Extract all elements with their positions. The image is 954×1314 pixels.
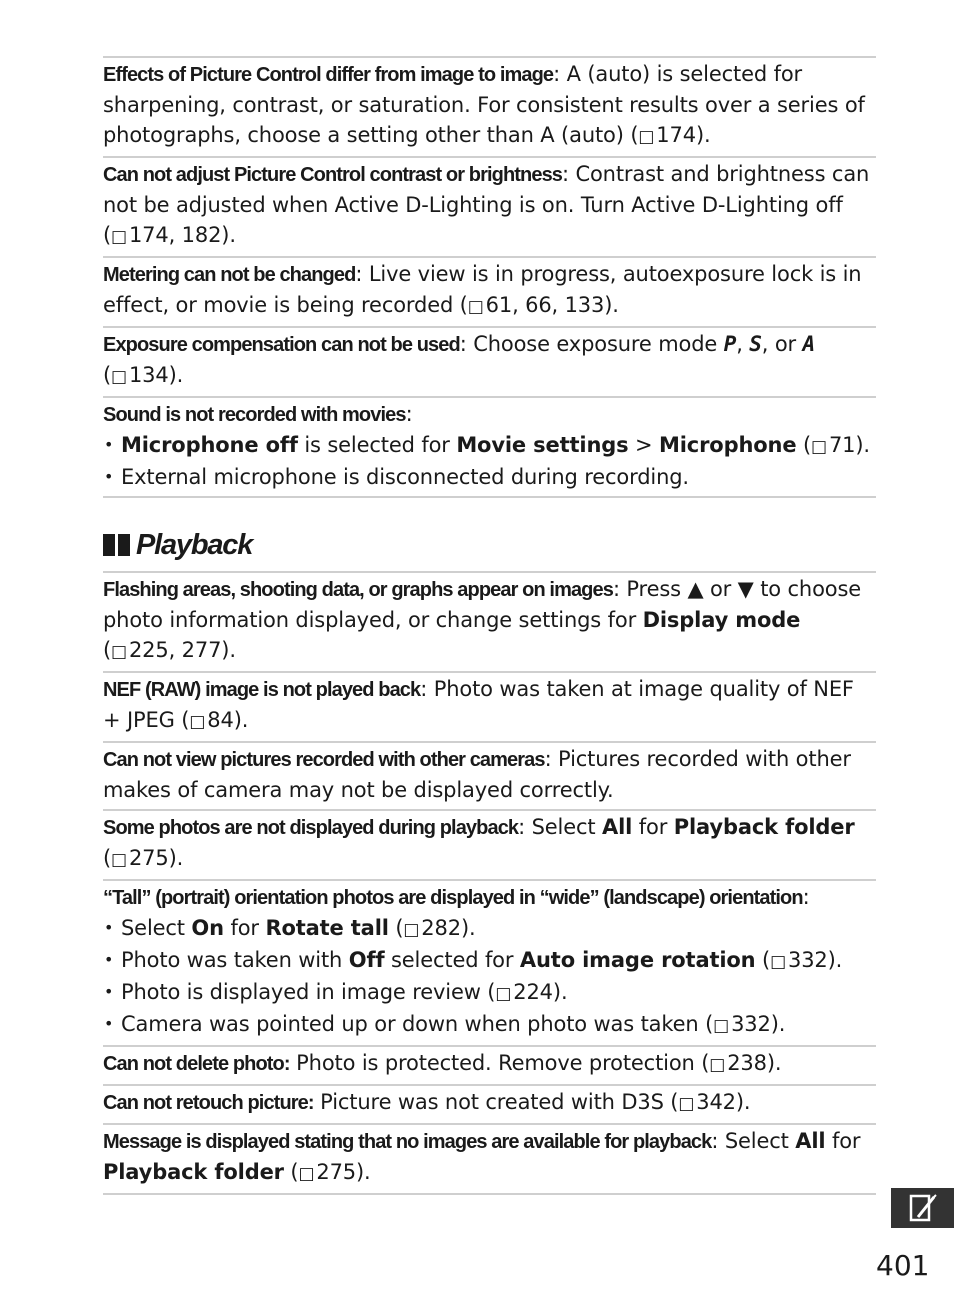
bullet-list: [103, 430, 876, 492]
entry-other-cameras: Can not view pictures recorded with other cameras: Pictures recorded with other makes of camera may not be displayed correctly.: [103, 741, 876, 809]
entry-tall-orientation: “Tall” (portrait) orientation photos are displayed in “wide” (landscape) orientation: • Select On for Rotate tall (□ 282). • Photo was taken with Off selected for Auto image rotation (□ 332). • Photo is displayed in image review (□ 224). • Camera was pointed up or down when photo was taken (□ 332).: [103, 879, 876, 1045]
entry-title: Can not view pictures recorded with other cameras: [103, 749, 545, 771]
page-ref: □ 71: [811, 433, 855, 457]
entry-text: Live view is in progress, autoexposure lock is in effect, or movie is being recorded (: [103, 262, 862, 317]
entry-title: Message is displayed stating that no images are available for playback: [103, 1131, 712, 1153]
page-ref: □ 225, 277: [111, 638, 221, 662]
entry-flashing-areas: Flashing areas, shooting data, or graphs appear on images: Press ▲ or ▼ to choose photo information displayed, or change settings for Display mode (□ 225, 277).: [103, 571, 876, 671]
entry-exposure-compensation: Exposure compensation can not be used: Choose exposure mode P, S, or A (□ 134).: [103, 326, 876, 396]
page-ref: □ 174: [638, 123, 696, 147]
troubleshooting-icon: [906, 1193, 940, 1223]
entry-title: Can not delete photo:: [103, 1053, 290, 1075]
entry-title: Can not retouch picture:: [103, 1092, 314, 1114]
troubleshooting-tab: [891, 1188, 954, 1228]
bullet-list: [103, 913, 876, 1041]
page-ref: □ 282: [403, 916, 461, 940]
entry-contrast-brightness: Can not adjust Picture Control contrast or brightness: Contrast and brightness can not be adjusted when Active D-Lighting is on. Turn Active D-Lighting off (□ 174, 182).: [103, 156, 876, 256]
entry-text: Pictures recorded with other makes of camera may not be displayed correctly.: [103, 747, 851, 802]
entry-text: Press ▲ or ▼ to choose photo information displayed, or change settings for: [103, 577, 862, 632]
entry-title: “Tall” (portrait) orientation photos are displayed in “wide” (landscape) orientation: [103, 887, 803, 909]
page-ref: □ 332: [713, 1012, 771, 1036]
entry-text: Picture was not created with D3S (: [320, 1090, 679, 1114]
entry-title: Flashing areas, shooting data, or graphs appear on images: [103, 579, 613, 601]
section-heading-playback: [103, 525, 876, 565]
page-ref: □ 275: [298, 1160, 356, 1184]
page-ref: □ 134: [111, 363, 169, 387]
entry-title: Exposure compensation can not be used: [103, 334, 460, 356]
page-ref: □ 342: [678, 1090, 736, 1114]
entry-title: Metering can not be changed: [103, 264, 356, 286]
page-ref: □ 224: [495, 980, 553, 1004]
mode-a-symbol: A: [802, 332, 816, 356]
mode-p-symbol: P: [723, 332, 737, 356]
entry-text: A (auto) is selected for sharpening, contrast, or saturation. For consistent results over a series of photographs, choose a setting other than A (auto) (: [103, 62, 865, 147]
section-marker-icon: [103, 534, 130, 556]
page-ref: □ 332: [770, 948, 828, 972]
entry-metering: Metering can not be changed: Live view is in progress, autoexposure lock is in effect, or movie is being recorded (□ 61, 66, 133).: [103, 256, 876, 326]
page-ref: □ 84: [189, 708, 233, 732]
entry-picture-control-effects: Effects of Picture Control differ from image to image: A (auto) is selected for sharpening, contrast, or saturation. For consistent results over a series of photographs, choose a setting other than A (auto) (□ 174).: [103, 56, 876, 156]
entry-title: Can not adjust Picture Control contrast or brightness: [103, 164, 563, 186]
list-item: • Microphone off is selected for Movie settings > Microphone (□ 71).: [103, 430, 876, 462]
entry-some-photos-not-displayed: Some photos are not displayed during playback: Select All for Playback folder (□ 275).: [103, 809, 876, 879]
entry-title: Effects of Picture Control differ from image to image: [103, 64, 554, 86]
entry-nef-not-played: NEF (RAW) image is not played back: Photo was taken at image quality of NEF + JPEG (□ 84).: [103, 671, 876, 741]
page-ref: □ 174, 182: [111, 223, 221, 247]
entry-sound-not-recorded: Sound is not recorded with movies: • Microphone off is selected for Movie settings > Microphone (□ 71). • External microphone is disconnected during recording.: [103, 396, 876, 498]
entry-text: Contrast and brightness can not be adjusted when Active D-Lighting is on. Turn Active D-Lighting off (: [103, 162, 870, 247]
list-item: • Select On for Rotate tall (□ 282).: [103, 913, 876, 945]
list-item: • Camera was pointed up or down when photo was taken (□ 332).: [103, 1009, 876, 1041]
entry-can-not-retouch: Can not retouch picture: Picture was not created with D3S (□ 342).: [103, 1084, 876, 1123]
list-item: • Photo was taken with Off selected for Auto image rotation (□ 332).: [103, 945, 876, 977]
page-ref: □ 275: [111, 846, 169, 870]
page-ref: □ 238: [709, 1051, 767, 1075]
page-number: 401: [876, 1249, 930, 1282]
entry-title: Some photos are not displayed during playback: [103, 817, 519, 839]
list-item: • External microphone is disconnected during recording.: [103, 462, 876, 492]
entry-text: Choose exposure mode: [473, 332, 718, 356]
page-ref: □ 61, 66, 133: [468, 293, 605, 317]
entry-text: Photo was taken at image quality of NEF + JPEG (: [103, 677, 854, 732]
entry-no-images-message: Message is displayed stating that no images are available for playback: Select All for Playback folder (□ 275).: [103, 1123, 876, 1195]
entry-can-not-delete: Can not delete photo: Photo is protected. Remove protection (□ 238).: [103, 1045, 876, 1084]
entry-text: Photo is protected. Remove protection (: [296, 1051, 710, 1075]
entry-title: Sound is not recorded with movies: [103, 404, 406, 426]
mode-s-symbol: S: [749, 332, 762, 356]
page-content: [103, 56, 876, 1195]
entry-title: NEF (RAW) image is not played back: [103, 679, 421, 701]
section-title: Playback: [136, 528, 253, 561]
list-item: • Photo is displayed in image review (□ 224).: [103, 977, 876, 1009]
